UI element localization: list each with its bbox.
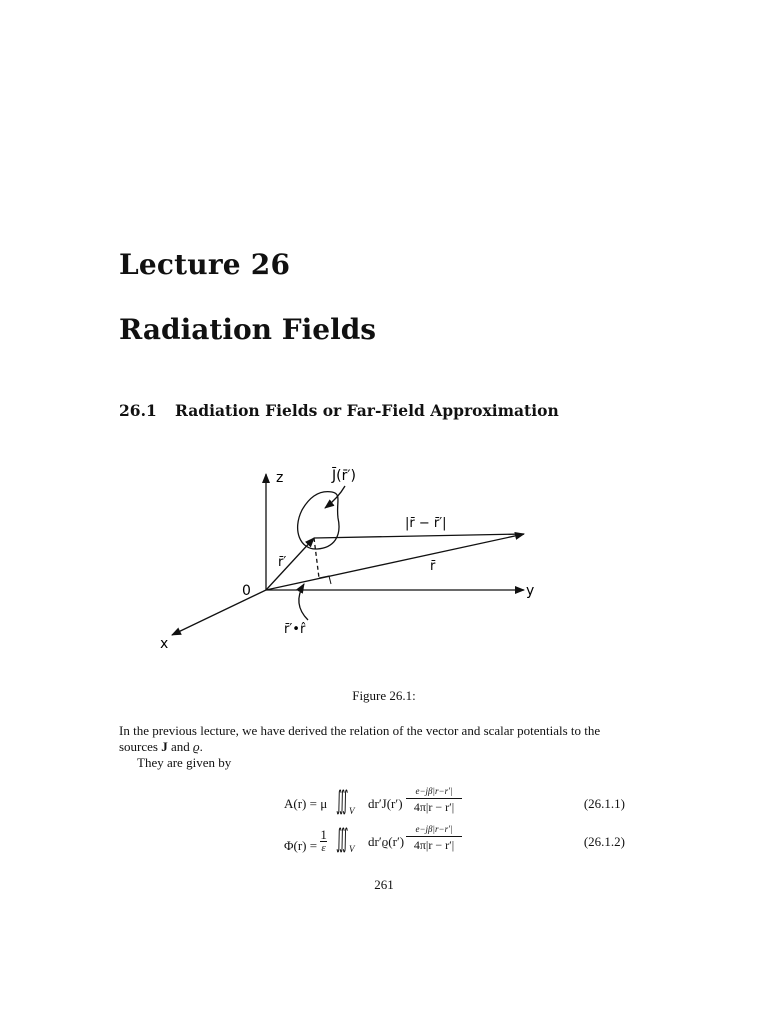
one-over-epsilon xyxy=(320,828,327,854)
x-axis-label: x xyxy=(160,636,169,652)
symbol-j: J xyxy=(161,739,168,754)
equation-lhs xyxy=(284,827,327,860)
fraction-numerator: e−jβ|r−r′| xyxy=(415,824,453,834)
chapter-title: Radiation Fields xyxy=(119,313,377,346)
source-current-label: J̄(r̄′) xyxy=(332,468,356,484)
fraction-numerator: e−jβ|r−r′| xyxy=(415,786,453,796)
epsilon-fraction-numerator: 1 xyxy=(320,827,327,842)
source-region xyxy=(298,492,339,549)
fraction-denominator: 4π|r − r′| xyxy=(413,800,455,814)
symbol-rho: ϱ xyxy=(193,739,200,754)
origin-label: 0 xyxy=(242,583,251,599)
fraction-denominator: 4π|r − r′| xyxy=(413,838,455,852)
equation-vector-potential xyxy=(280,784,625,818)
current-pointer-arrow xyxy=(325,486,345,508)
paragraph-given-by: They are given by xyxy=(137,755,232,770)
r-minus-r-prime-line xyxy=(314,534,524,538)
y-axis-label: y xyxy=(526,583,535,599)
distance-label: |r̄ − r̄′| xyxy=(405,516,447,531)
triple-integral-symbol: ∭ xyxy=(336,824,349,853)
x-axis xyxy=(172,590,266,635)
green-function-fraction xyxy=(406,822,462,853)
projection-line xyxy=(314,538,319,578)
equation-integrand: dr′J(r′) xyxy=(368,796,403,811)
r-vector xyxy=(266,534,524,590)
paragraph-intro xyxy=(119,723,639,755)
paragraph-intro-end: . xyxy=(199,739,203,754)
right-angle-marker xyxy=(319,576,331,584)
integral-subscript: V xyxy=(349,806,355,816)
green-function-fraction xyxy=(406,784,462,815)
projection-label: r̄′•r̂ xyxy=(284,622,306,637)
integral-subscript: V xyxy=(349,844,355,854)
equation-lhs-prefix: Φ(r) = xyxy=(284,837,321,853)
section-number: 26.1 xyxy=(119,401,157,420)
paragraph-intro-text: In the previous lecture, we have derived the relation of the vector and scalar potentials to the sources xyxy=(119,723,601,754)
equation-lhs: A(r) = μ xyxy=(284,796,328,811)
epsilon-fraction-denominator: ε xyxy=(321,842,326,854)
r-prime-vector xyxy=(266,538,314,590)
equation-integrand: dr′ϱ(r′) xyxy=(368,834,405,849)
section-heading xyxy=(119,401,559,420)
figure-caption: Figure 26.1: xyxy=(352,688,416,703)
equation-scalar-potential xyxy=(280,822,625,856)
page-number: 261 xyxy=(374,877,394,892)
z-axis-label: z xyxy=(276,470,284,486)
r-prime-label: r̄′ xyxy=(278,555,287,570)
chapter-label: Lecture 26 xyxy=(119,248,291,281)
coordinate-diagram xyxy=(152,452,556,657)
section-title: Radiation Fields or Far-Field Approximation xyxy=(175,401,559,420)
r-vector-label: r̄ xyxy=(430,559,436,574)
paragraph-intro-and: and xyxy=(167,739,194,754)
equation-number: (26.1.2) xyxy=(583,834,625,849)
triple-integral-symbol: ∭ xyxy=(336,786,349,815)
equation-number: (26.1.1) xyxy=(583,796,625,811)
